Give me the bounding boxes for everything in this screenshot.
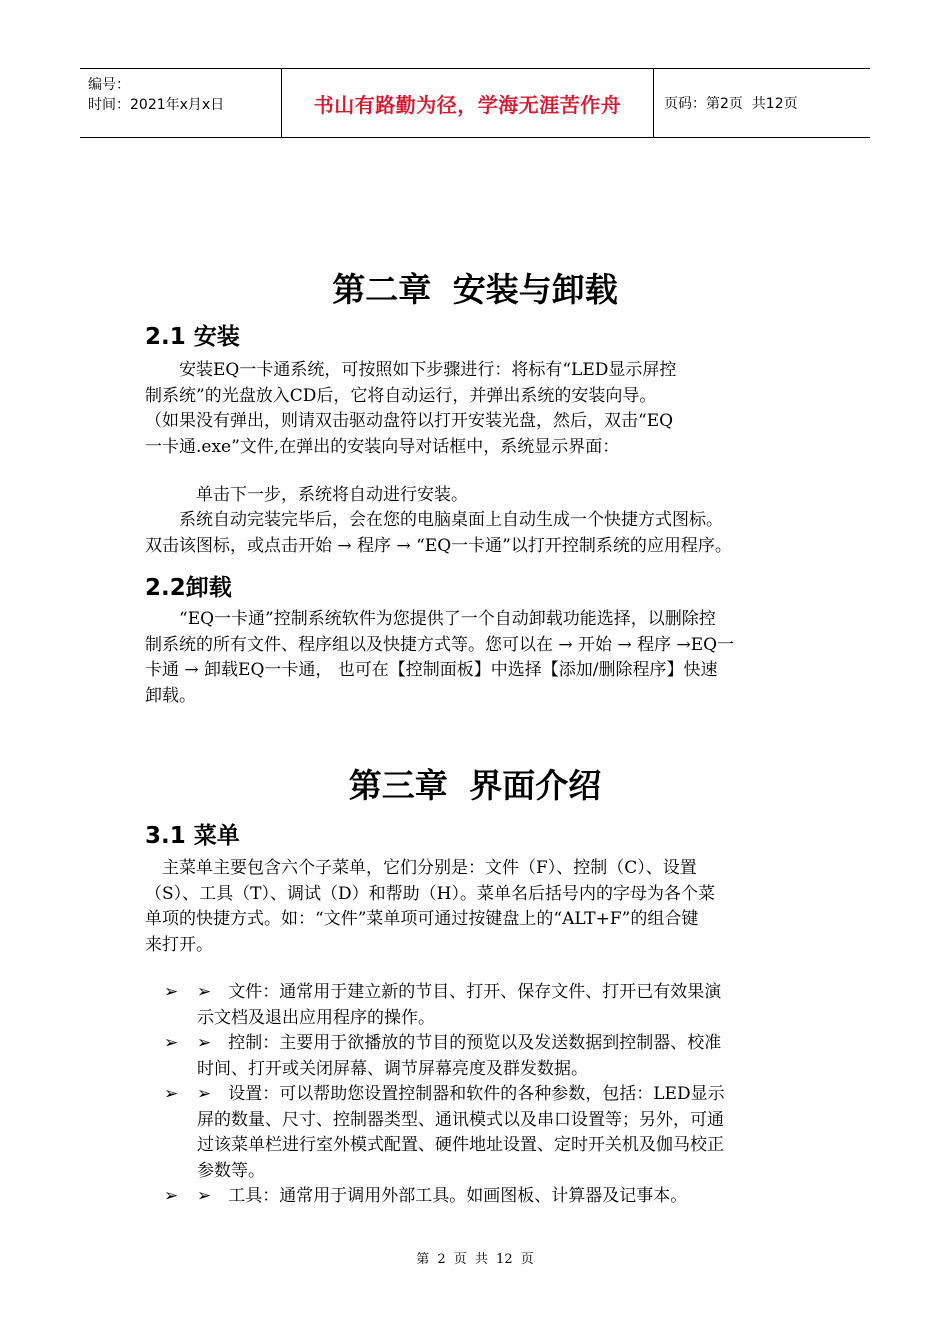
- header-motto: [282, 69, 654, 137]
- page-footer: 第 2 页 共 12 页: [416, 1252, 534, 1267]
- text-line: 参数等。: [197, 1160, 265, 1181]
- text-line: 主菜单主要包含六个子菜单，它们分别是：文件（F）、控制（C）、设置: [145, 858, 697, 878]
- text-line: 一卡通.exe”文件,在弹出的安装向导对话框中，系统显示界面：: [145, 436, 620, 457]
- text-line: 时间、打开或关闭屏幕、调节屏幕亮度及群发数据。: [197, 1058, 588, 1079]
- text-line: ➢ 工具：通常用于调用外部工具。如画图板、计算器及记事本。: [197, 1186, 688, 1206]
- text-line: 双击该图标，或点击开始 → 程序 → “EQ一卡通”以打开控制系统的应用程序。: [145, 535, 732, 556]
- text-line: 卸载。: [145, 685, 196, 706]
- bullet-arrow-icon: ➢: [164, 1186, 179, 1206]
- section-2-1-paragraph-1: [145, 358, 805, 460]
- text-line: 系统自动完装完毕后，会在您的电脑桌面上自动生成一个快捷方式图标。: [145, 510, 723, 530]
- header-meta: [80, 69, 282, 137]
- section-3-1-paragraph: [145, 856, 805, 958]
- menu-bullet-list: [160, 980, 810, 1210]
- text-line: 卡通 → 卸载EQ一卡通， 也可在【控制面板】中选择【添加/删除程序】快速: [145, 660, 718, 680]
- bullet-arrow-icon: ➢: [164, 1084, 179, 1104]
- section-3-1-heading: 3.1 菜单: [145, 823, 240, 849]
- section-2-2-heading: 2.2卸载: [145, 575, 232, 601]
- document-number: 编号：: [88, 77, 130, 93]
- list-item: [160, 1082, 810, 1184]
- text-line: 过该菜单栏进行室外模式配置、硬件地址设置、定时开关机及伽马校正: [197, 1135, 724, 1155]
- chapter-3-title: 第三章 界面介绍: [348, 766, 602, 805]
- text-line: ➢ 文件：通常用于建立新的节目、打开、保存文件、打开已有效果演: [197, 982, 722, 1002]
- text-line: ➢ 控制：主要用于欲播放的节目的预览以及发送数据到控制器、校准: [197, 1033, 722, 1053]
- chapter-2-title: 第二章 安装与卸载: [332, 270, 618, 309]
- page-info-text: 页码：第2页 共12页: [664, 96, 798, 112]
- text-line: 制系统的所有文件、程序组以及快捷方式等。您可以在 → 开始 → 程序 →EQ一: [145, 634, 735, 655]
- list-item: [160, 1184, 810, 1210]
- text-line: ➢ 设置：可以帮助您设置控制器和软件的各种参数，包括：LED显示: [197, 1084, 725, 1104]
- text-line: 屏的数量、尺寸、控制器类型、通讯模式以及串口设置等；另外，可通: [197, 1109, 724, 1130]
- document-time: 时间：2021年x月x日: [88, 97, 225, 113]
- text-line: 来打开。: [145, 934, 213, 955]
- text-line: 单项的快捷方式。如：“文件”菜单项可通过按键盘上的“ALT+F”的组合键: [145, 909, 699, 929]
- motto-text: 书山有路勤为径，学海无涯苦作舟: [313, 92, 622, 117]
- text-line: 单击下一步，系统将自动进行安装。: [162, 485, 468, 505]
- text-line: “EQ一卡通”控制系统软件为您提供了一个自动卸载功能选择，以删除控: [145, 609, 716, 629]
- bullet-arrow-icon: ➢: [164, 1033, 179, 1053]
- text-line: （如果没有弹出，则请双击驱动盘符以打开安装光盘，然后，双击“EQ: [145, 411, 674, 431]
- section-2-1-paragraph-3: [145, 508, 805, 559]
- page-header: [80, 68, 870, 138]
- section-2-2-paragraph: [145, 607, 805, 709]
- section-2-1-heading: 2.1 安装: [145, 324, 240, 350]
- text-line: 示文档及退出应用程序的操作。: [197, 1007, 435, 1028]
- text-line: （S）、工具（T）、调试（D）和帮助（H）。菜单名后括号内的字母为各个菜: [145, 883, 715, 904]
- list-item: [160, 1031, 810, 1082]
- text-line: 制系统”的光盘放入CD后，它将自动运行，并弹出系统的安装向导。: [145, 385, 657, 406]
- text-line: 安装EQ一卡通系统，可按照如下步骤进行：将标有“LED显示屏控: [145, 360, 677, 380]
- bullet-arrow-icon: ➢: [164, 982, 179, 1002]
- header-page-info: [654, 69, 870, 137]
- list-item: [160, 980, 810, 1031]
- section-2-1-paragraph-2: [162, 483, 822, 509]
